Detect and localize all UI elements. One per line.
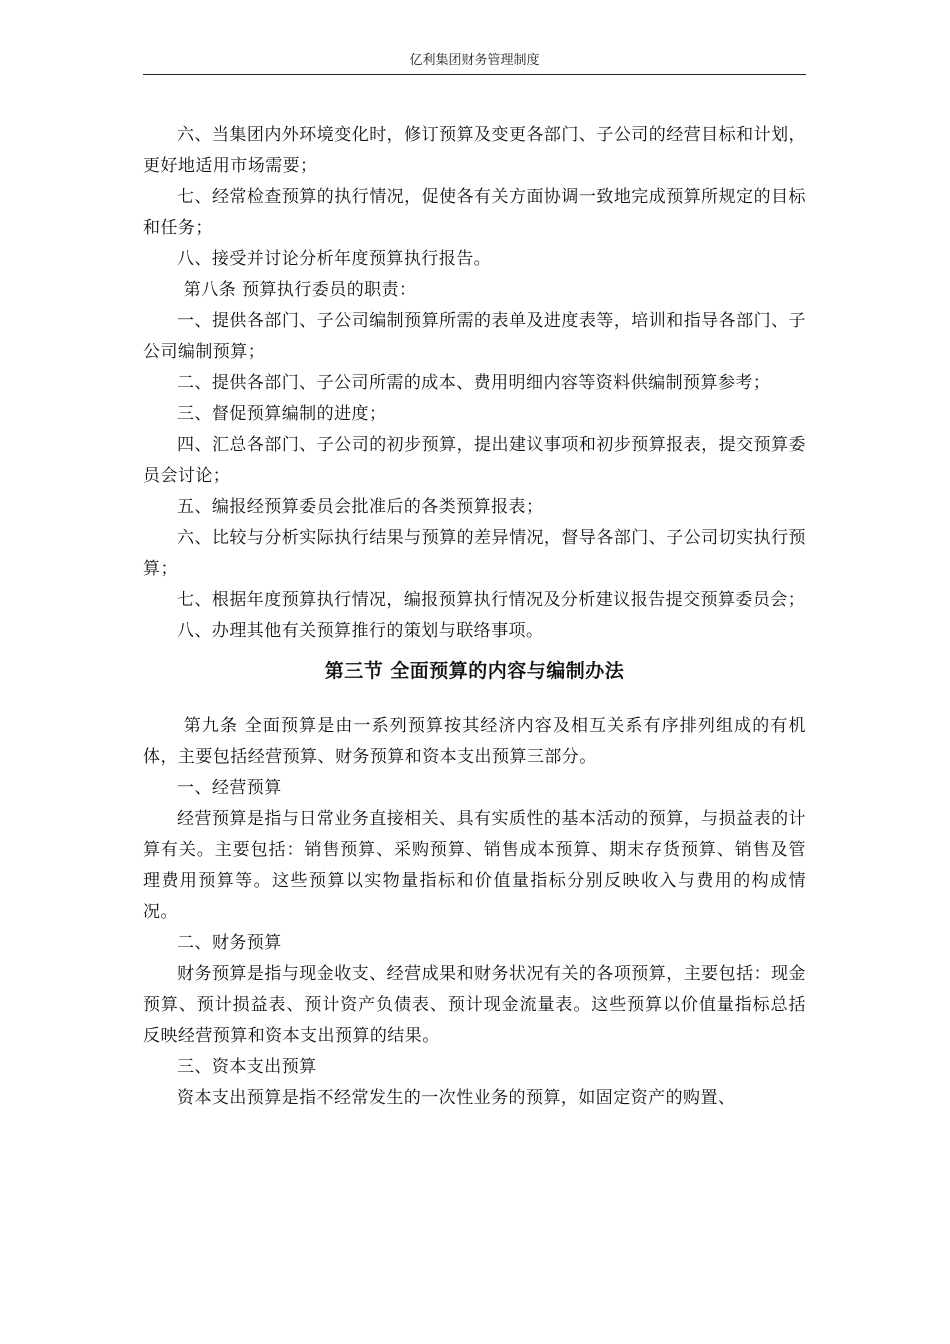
article-paragraph: 第九条 全面预算是由一系列预算按其经济内容及相互关系有序排列组成的有机体，主要包括经营预算、财务预算和资本支出预算三部分。 — [143, 716, 806, 767]
article-heading: 第八条 预算执行委员的职责： — [183, 280, 417, 300]
paragraph: 财务预算是指与现金收支、经营成果和财务状况有关的各项预算，主要包括：现金预算、预计损益表、预计资产负债表、预计现金流量表。这些预算以价值量指标总括反映经营预算和资本支出预算的结果。 — [143, 964, 806, 1046]
header-title: 亿利集团财务管理制度 — [409, 53, 540, 68]
subheading: 二、财务预算 — [177, 933, 282, 953]
paragraph: 资本支出预算是指不经常发生的一次性业务的预算，如固定资产的购置、 — [177, 1088, 736, 1108]
paragraph: 一、提供各部门、子公司编制预算所需的表单及进度表等，培训和指导各部门、子公司编制预算； — [143, 311, 806, 362]
paragraph: 六、当集团内外环境变化时，修订预算及变更各部门、子公司的经营目标和计划，更好地适用市场需要； — [143, 125, 806, 176]
document-body — [143, 120, 806, 1114]
paragraph: 四、汇总各部门、子公司的初步预算，提出建议事项和初步预算报表，提交预算委员会讨论； — [143, 435, 806, 486]
paragraph: 二、提供各部门、子公司所需的成本、费用明细内容等资料供编制预算参考； — [177, 373, 771, 393]
paragraph: 五、编报经预算委员会批准后的各类预算报表； — [177, 497, 544, 517]
paragraph: 七、根据年度预算执行情况，编报预算执行情况及分析建议报告提交预算委员会； — [177, 590, 806, 610]
subheading: 一、经营预算 — [177, 778, 282, 798]
paragraph: 七、经常检查预算的执行情况，促使各有关方面协调一致地完成预算所规定的目标和任务； — [143, 187, 806, 238]
page-header — [143, 52, 806, 75]
paragraph: 三、督促预算编制的进度； — [177, 404, 387, 424]
subheading: 三、资本支出预算 — [177, 1057, 317, 1077]
paragraph: 经营预算是指与日常业务直接相关、具有实质性的基本活动的预算，与损益表的计算有关。主要包括：销售预算、采购预算、销售成本预算、期末存货预算、销售及管理费用预算等。这些预算以实物量指标和价值量指标分别反映收入与费用的构成情况。 — [143, 809, 806, 922]
paragraph: 八、接受并讨论分析年度预算执行报告。 — [177, 249, 492, 269]
section-title: 第三节 全面预算的内容与编制办法 — [324, 660, 625, 682]
paragraph: 六、比较与分析实际执行结果与预算的差异情况，督导各部门、子公司切实执行预算； — [143, 528, 806, 579]
section-spacer — [143, 695, 806, 711]
paragraph: 八、办理其他有关预算推行的策划与联络事项。 — [177, 621, 544, 641]
